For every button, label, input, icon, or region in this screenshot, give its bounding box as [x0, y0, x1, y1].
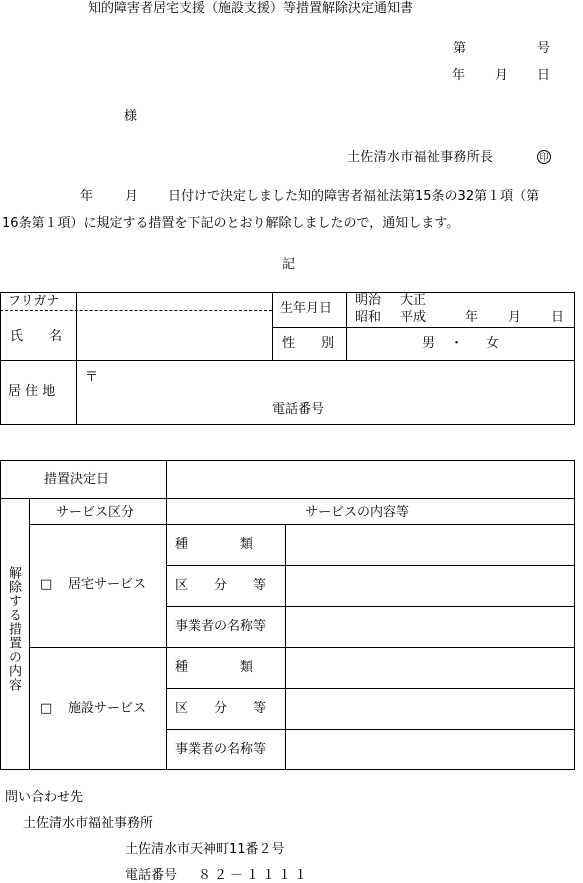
service-content-header: サービスの内容等: [305, 505, 410, 520]
document-title: 知的障害者居宅支援（施設支援）等措置解除決定通知書: [88, 1, 414, 16]
era-showa: 昭和: [355, 310, 382, 325]
birth-year: 年: [465, 310, 479, 325]
facility-provider-label: 事業者の名称等: [175, 742, 267, 757]
seal-mark: 印: [537, 150, 551, 164]
office-address: 土佐清水市天神町11番２号: [125, 842, 285, 857]
home-category-label: 区 分 等: [175, 578, 267, 593]
body-line2: 16条第１項）に規定する措置を下記のとおり解除しましたので，通知します。: [2, 216, 460, 231]
body-month: 月: [125, 189, 139, 204]
birth-label: 生年月日: [280, 301, 333, 316]
home-service-checkbox[interactable]: □: [40, 577, 53, 592]
postal-mark: 〒: [85, 370, 99, 385]
ki-label: 記: [282, 257, 296, 272]
facility-service-checkbox[interactable]: □: [40, 701, 53, 716]
address-label: 居 住 地: [8, 384, 56, 399]
birth-month: 月: [508, 310, 522, 325]
name-label: [10, 330, 68, 343]
home-service-label: 居宅サービス: [68, 577, 147, 592]
date-day: 日: [537, 68, 551, 83]
name-label-text: 氏 名: [10, 329, 63, 344]
body-line1: 日付けで決定しました知的障害者福祉法第15条の32第１項（第: [168, 189, 540, 204]
addressee-sama: 様: [124, 109, 138, 124]
era-heisei: 平成: [400, 310, 427, 325]
inquiry-label: 問い合わせ先: [5, 790, 84, 805]
sex-female: 女: [486, 336, 500, 351]
sex-male: 男: [422, 336, 436, 351]
office-phone-label: 電話番号: [125, 868, 178, 883]
number-dai: 第: [453, 41, 467, 56]
furigana-label: フリガナ: [8, 294, 60, 309]
facility-service-label: 施設サービス: [68, 701, 147, 716]
office-name: 土佐清水市福祉事務所: [23, 816, 154, 831]
issuer-name: 土佐清水市福祉事務所長: [347, 150, 494, 165]
home-provider-label: 事業者の名称等: [175, 619, 267, 634]
era-taisho: 大正: [400, 293, 427, 308]
sex-label: 性 別: [282, 336, 335, 351]
release-content-vertical-label: 解除する措置の内容: [6, 566, 21, 692]
home-type-label: 種 類: [175, 537, 254, 552]
office-phone-number: ８２－１１１１: [198, 868, 311, 883]
decision-date-label: 措置決定日: [44, 472, 110, 487]
era-meiji: 明治: [355, 293, 382, 308]
date-year: 年: [452, 68, 466, 83]
service-category-header: サービス区分: [56, 505, 135, 520]
body-year: 年: [80, 189, 94, 204]
facility-type-label: 種 類: [175, 660, 254, 675]
birth-day: 日: [551, 310, 565, 325]
date-month: 月: [495, 68, 509, 83]
sex-dot: ・: [450, 336, 464, 351]
number-go: 号: [537, 41, 551, 56]
address-phone-label: 電話番号: [272, 402, 325, 417]
facility-category-label: 区 分 等: [175, 701, 267, 716]
